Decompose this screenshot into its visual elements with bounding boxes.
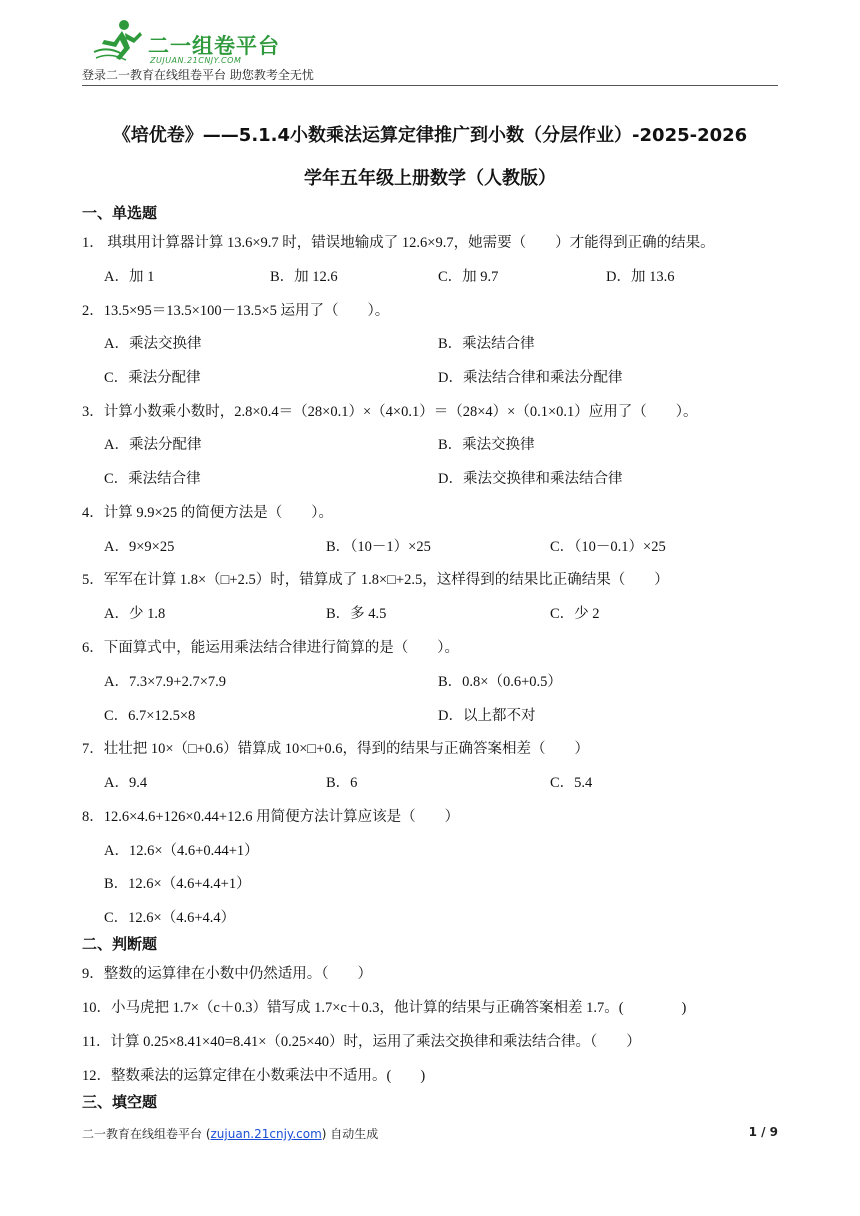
question-11: 11．计算 0.25×8.41×40=8.41×（0.25×40）时，运用了乘法交换律和乘法结合律。（ ） (82, 1034, 641, 1050)
page-title-line-1: 《培优卷》——5.1.4小数乘法运算定律推广到小数（分层作业）-2025-2026 (112, 125, 748, 146)
section-heading-single-choice: 一、单选题 (82, 204, 158, 222)
option-2c[interactable]: C．乘法分配律 (104, 370, 201, 386)
question-9: 9．整数的运算律在小数中仍然适用。（ ） (82, 966, 372, 982)
page-number: 1 / 9 (748, 1125, 778, 1139)
footer-suffix: ) 自动生成 (321, 1127, 379, 1141)
option-5b[interactable]: B．多 4.5 (326, 606, 387, 622)
question-1: 1． 琪琪用计算器计算 13.6×9.7 时，错误地输成了 12.6×9.7，她需要（ ）才能得到正确的结果。 (82, 235, 715, 251)
option-8b[interactable]: B．12.6×（4.6+4.4+1） (104, 876, 251, 892)
footer-link[interactable]: zujuan.21cnjy.com (210, 1127, 322, 1141)
question-8: 8．12.6×4.6+126×0.44+12.6 用简便方法计算应该是（ ） (82, 809, 460, 825)
option-7c[interactable]: C．5.4 (550, 775, 593, 791)
option-7a[interactable]: A．9.4 (104, 775, 148, 791)
option-2a[interactable]: A．乘法交换律 (104, 336, 202, 352)
option-7b[interactable]: B．6 (326, 775, 358, 791)
section-heading-fill-blank: 三、填空题 (82, 1093, 158, 1111)
question-2: 2．13.5×95＝13.5×100－13.5×5 运用了（ ）。 (82, 303, 390, 319)
option-4c[interactable]: C．（10－0.1）×25 (550, 539, 666, 555)
question-10: 10．小马虎把 1.7×（c＋0.3）错写成 1.7×c＋0.3，他计算的结果与正确答案相差 1.7。( ) (82, 1000, 687, 1016)
footer-source (82, 1125, 378, 1142)
header-divider (82, 85, 778, 86)
logo-text: 二一组卷平台 (148, 34, 280, 58)
option-6d[interactable]: D．以上都不对 (438, 708, 536, 724)
option-6a[interactable]: A．7.3×7.9+2.7×7.9 (104, 674, 227, 690)
option-3d[interactable]: D．乘法交换律和乘法结合律 (438, 471, 623, 487)
question-5: 5．军军在计算 1.8×（□+2.5）时，错算成了 1.8×□+2.5，这样得到的结果比正确结果（ ） (82, 572, 669, 588)
logo-domain: ZUJUAN.21CNJY.COM (150, 56, 242, 65)
option-1c[interactable]: C．加 9.7 (438, 269, 499, 285)
question-6: 6．下面算式中，能运用乘法结合律进行简算的是（ ）。 (82, 640, 459, 656)
question-4: 4．计算 9.9×25 的简便方法是（ ）。 (82, 505, 334, 521)
option-3a[interactable]: A．乘法分配律 (104, 437, 202, 453)
running-figure-icon (92, 18, 144, 64)
option-2b[interactable]: B．乘法结合律 (438, 336, 535, 352)
platform-logo[interactable] (92, 18, 282, 66)
question-12: 12．整数乘法的运算定律在小数乘法中不适用。( ) (82, 1068, 426, 1084)
option-6c[interactable]: C．6.7×12.5×8 (104, 708, 196, 724)
option-4a[interactable]: A．9×9×25 (104, 539, 175, 555)
option-1a[interactable]: A．加 1 (104, 269, 155, 285)
option-5a[interactable]: A．少 1.8 (104, 606, 166, 622)
option-8c[interactable]: C．12.6×（4.6+4.4） (104, 910, 236, 926)
option-8a[interactable]: A．12.6×（4.6+0.44+1） (104, 843, 259, 859)
header-tagline: 登录二一教育在线组卷平台 助您教考全无忧 (82, 68, 314, 82)
option-3b[interactable]: B．乘法交换律 (438, 437, 535, 453)
option-4b[interactable]: B．（10－1）×25 (326, 539, 431, 555)
footer-prefix: 二一教育在线组卷平台 ( (82, 1127, 211, 1141)
option-5c[interactable]: C．少 2 (550, 606, 600, 622)
option-2d[interactable]: D．乘法结合律和乘法分配律 (438, 370, 623, 386)
option-1d[interactable]: D．加 13.6 (606, 269, 675, 285)
question-7: 7．壮壮把 10×（□+0.6）错算成 10×□+0.6，得到的结果与正确答案相差（ ） (82, 741, 589, 757)
option-1b[interactable]: B．加 12.6 (270, 269, 338, 285)
page-title-line-2: 学年五年级上册数学（人教版） (304, 168, 556, 189)
option-6b[interactable]: B．0.8×（0.6+0.5） (438, 674, 562, 690)
option-3c[interactable]: C．乘法结合律 (104, 471, 201, 487)
section-heading-true-false: 二、判断题 (82, 935, 158, 953)
question-3: 3．计算小数乘小数时，2.8×0.4＝（28×0.1）×（4×0.1）＝（28×4）×（0.1×0.1）应用了（ ）。 (82, 404, 698, 420)
